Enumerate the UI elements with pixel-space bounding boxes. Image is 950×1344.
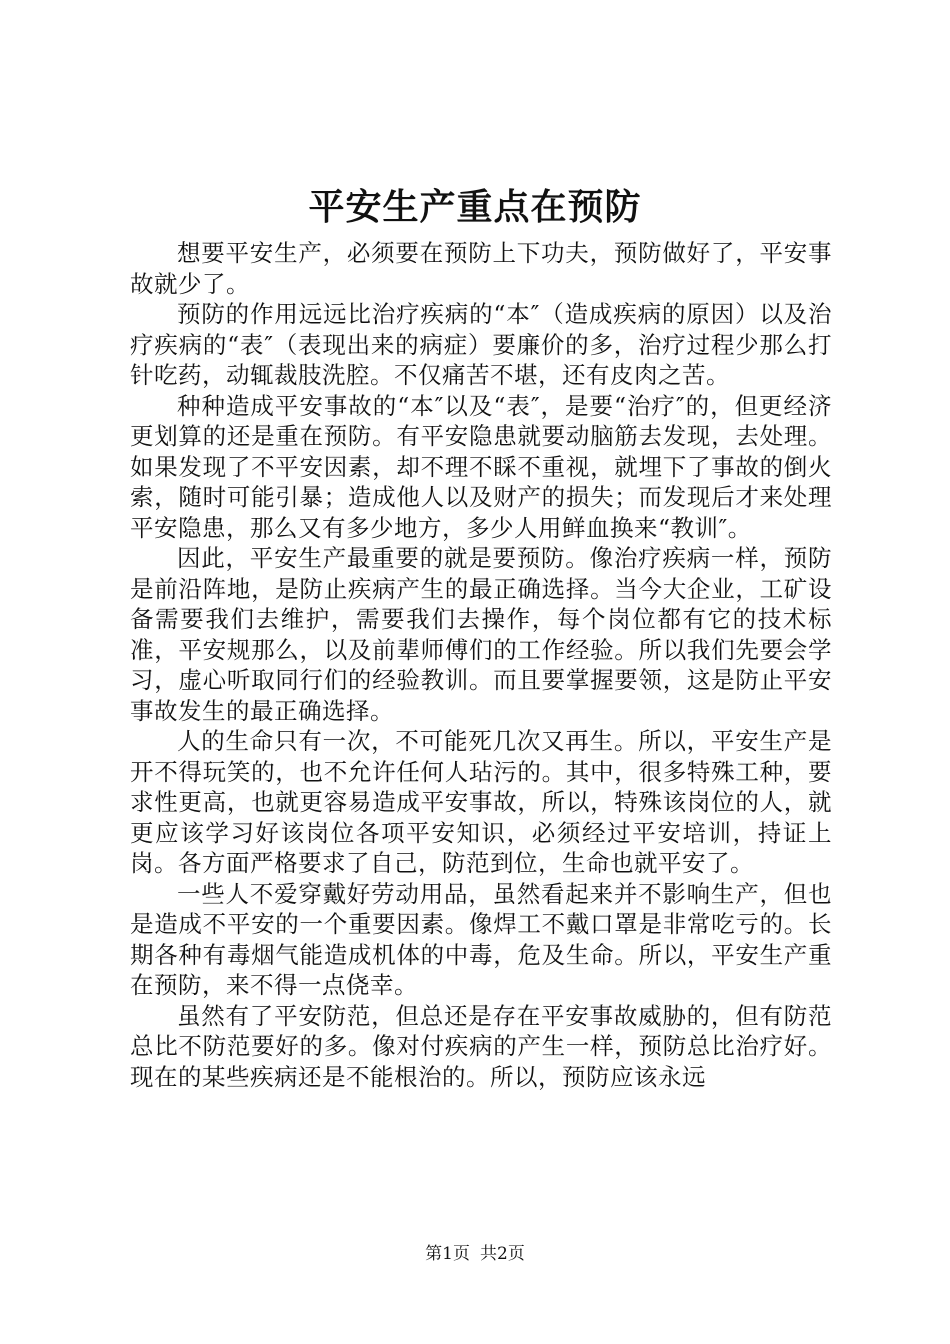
page-footer [0,1242,950,1266]
page-number: 第1页 [425,1244,470,1264]
paragraph: 想要平安生产，必须要在预防上下功夫，预防做好了，平安事故就少了。 [130,239,832,298]
paragraph: 人的生命只有一次，不可能死几次又再生。所以，平安生产是开不得玩笑的，也不允许任何人玷污的。其中，很多特殊工种，要求性更高，也就更容易造成平安事故，所以，特殊该岗位的人，就更应该学习好该岗位各项平安知识，必须经过平安培训，持证上岗。各方面严格要求了自己，防范到位，生命也就平安了。 [130,727,832,877]
paragraph: 一些人不爱穿戴好劳动用品，虽然看起来并不影响生产，但也是造成不平安的一个重要因素。像焊工不戴口罩是非常吃亏的。长期各种有毒烟气能造成机体的中毒，危及生命。所以，平安生产重在预防，来不得一点侥幸。 [130,879,832,999]
page-total: 共2页 [480,1244,525,1264]
paragraph: 虽然有了平安防范，但总还是存在平安事故威胁的，但有防范总比不防范要好的多。像对付疾病的产生一样，预防总比治疗好。现在的某些疾病还是不能根治的。所以，预防应该永远 [130,1001,832,1091]
paragraph: 因此，平安生产最重要的就是要预防。像治疗疾病一样，预防是前沿阵地，是防止疾病产生的最正确选择。当今大企业，工矿设备需要我们去维护，需要我们去操作，每个岗位都有它的技术标准，平安规那么，以及前辈师傅们的工作经验。所以我们先要会学习，虚心听取同行们的经验教训。而且要掌握要领，这是防止平安事故发生的最正确选择。 [130,544,832,725]
document-body [130,238,832,1092]
document-title: 平安生产重点在预防 [308,186,642,228]
paragraph: 预防的作用远远比治疗疾病的“本″（造成疾病的原因）以及治疗疾病的“表″（表现出来的病症）要廉价的多，治疗过程少那么打针吃药，动辄裁肢洗腔。不仅痛苦不堪，还有皮肉之苦。 [130,300,832,389]
paragraph: 种种造成平安事故的“本″以及“表″，是要“治疗″的，但更经济更划算的还是重在预防。有平安隐患就要动脑筋去发现，去处理。如果发现了不平安因素，却不理不睬不重视，就埋下了事故的倒火索，随时可能引暴；造成他人以及财产的损失；而发现后才来处理平安隐患，那么又有多少地方，多少人用鲜血换来“教训″。 [130,391,832,542]
